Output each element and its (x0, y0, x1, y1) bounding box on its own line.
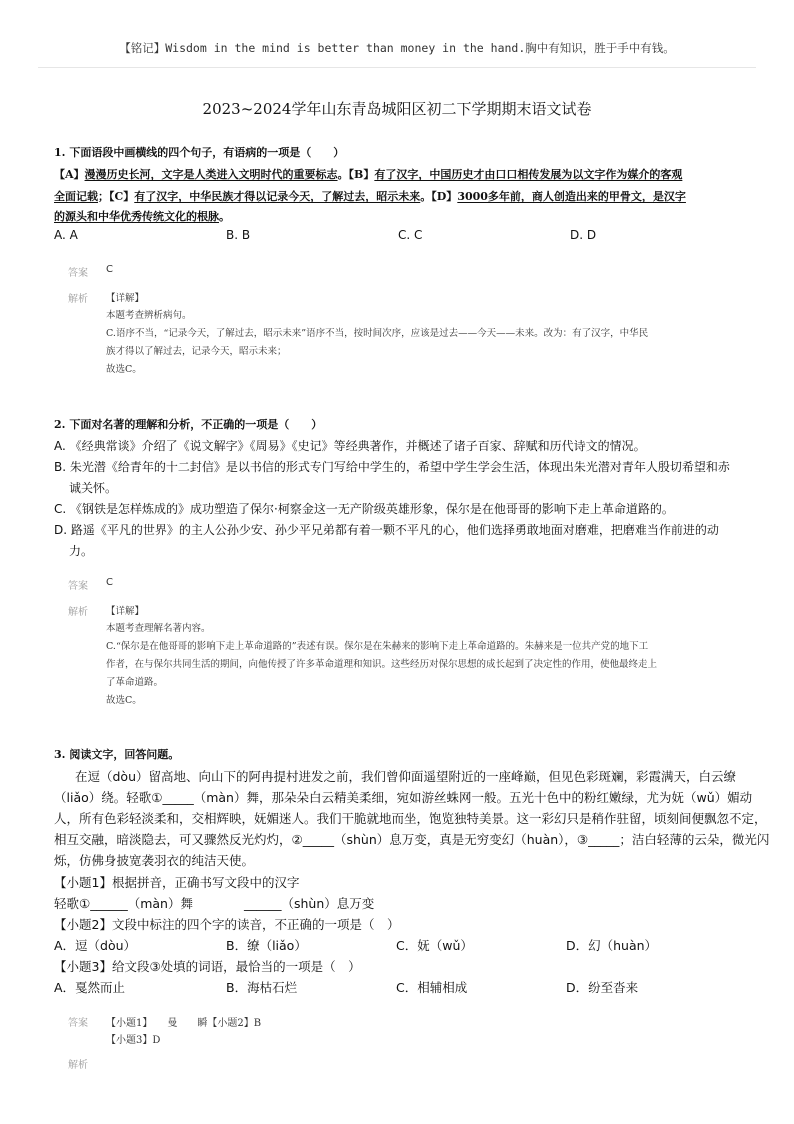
q1-explain-line: 【详解】 (106, 293, 145, 304)
q1-option-d[interactable]: D. D (570, 228, 597, 242)
q2-option-d[interactable]: D. 路遥《平凡的世界》的主人公孙少安、孙少平兄弟都有着一颗不平凡的心，他们选择勇敢地面对磨难，把磨难当作前进的动 (54, 523, 719, 537)
q3-sub1-blank-1[interactable]: 轻歌①______（màn）舞 (54, 896, 193, 911)
q3-sub2-option-a[interactable]: A．逗（dòu） (54, 938, 137, 953)
q3-passage-line: 烁，仿佛身披宽袭羽衣的纯洁天使。 (54, 853, 255, 868)
q2-option-c[interactable]: C. 《钢铁是怎样炼成的》成功塑造了保尔·柯察金这一无产阶级英雄形象，保尔是在他哥哥的影响下走上革命道路的。 (54, 502, 674, 516)
q2-answer-value: C (106, 577, 113, 588)
motto-banner: 【铭记】Wisdom in the mind is better than money in the hand.胸中有知识，胜于手中有钱。 (119, 41, 675, 55)
q3-answer-label: 答案 (68, 1018, 88, 1029)
q3-sub3-option-b[interactable]: B．海枯石烂 (226, 980, 298, 995)
q2-option-a[interactable]: A. 《经典常谈》介绍了《说文解字》《周易》《史记》等经典著作，并概述了诸子百家、辞赋和历代诗文的情况。 (54, 439, 646, 453)
q1-passage-line2 (54, 188, 686, 204)
q3-sub3-option-c[interactable]: C．相辅相成 (396, 980, 468, 995)
q1-passage-line3 (54, 208, 230, 224)
q2-analysis-label: 解析 (68, 607, 88, 618)
q1-d-text2: 的源头和中华优秀传统文化的根脉 (54, 210, 219, 223)
q2-explain-line: 作者，在与保尔共同生活的期间，向他传授了许多革命道理和知识。这些经历对保尔思想的成长起到了决定性的作用，使他最终走上 (106, 659, 658, 670)
q2-option-b-cont: 诚关怀。 (69, 481, 118, 495)
q1-sep: ； (98, 190, 109, 203)
q3-passage-line: 相互交融，暗淡隐去，可又骤然反光灼灼，②_____（shùn）息万变，真是无穷变幻（huàn），③_____；洁白轻薄的云朵，微光闪 (54, 832, 770, 847)
q3-answer-line: 【小题1】 曼 瞬【小题2】B (106, 1018, 262, 1029)
q1-explain-line: 本题考查辨析病句。 (106, 310, 192, 321)
q2-explain-line: 故选C。 (106, 695, 142, 706)
q3-passage-line: （liǎo）绕。轻歌①_____（màn）舞，那朵朵白云精美柔细，宛如游丝蛛网一般。五光十色中的粉红嫩绿，尤为妩（wǔ）媚动 (54, 790, 753, 805)
q3-sub2-stem: 【小题2】文段中标注的四个字的读音，不正确的一项是（ ） (54, 917, 400, 932)
q1-passage-line1 (54, 166, 682, 182)
q2-answer-label: 答案 (68, 581, 88, 592)
q2-explain-line: 了革命道路。 (106, 677, 164, 688)
q1-sep: 。 (219, 210, 230, 223)
q3-sub1-stem: 【小题1】根据拼音，正确书写文段中的汉字 (54, 875, 300, 890)
q1-sep: 。 (420, 190, 432, 203)
q1-analysis-label: 解析 (68, 294, 88, 305)
q3-sub2-option-b[interactable]: B．缭（liǎo） (226, 938, 307, 953)
q3-sub2-option-d[interactable]: D．幻（huàn） (566, 938, 658, 953)
q3-sub2-option-c[interactable]: C．妩（wǔ） (396, 938, 473, 953)
q1-explain-line: 故选C。 (106, 364, 142, 375)
q3-sub3-stem: 【小题3】给文段③处填的词语，最恰当的一项是（ ） (54, 959, 361, 974)
q1-option-b[interactable]: B. B (226, 228, 251, 242)
q3-passage-line: 人，所有色彩轻淡柔和，交相辉映，妩媚迷人。我们干脆就地而坐，饱览独特美景。这一彩幻只是稍作驻留，顷刻间便飘忽不定， (54, 811, 767, 826)
q1-answer-value: C (106, 264, 113, 275)
q1-explain-line: 族才得以了解过去，记录今天，昭示未来； (106, 346, 287, 357)
q1-stem: 1. 下面语段中画横线的四个句子，有语病的一项是（ ） (54, 146, 345, 159)
q3-analysis-label: 解析 (68, 1060, 88, 1071)
q1-b-text2: 全面记载 (54, 190, 98, 203)
q1-a-text: 漫漫历史长河，文字是人类进入文明时代的重要标志 (84, 168, 338, 181)
q1-d-tag: 【D】 (431, 190, 458, 203)
q1-explain-line: C.语序不当，“记录今天，了解过去，昭示未来”语序不当，按时间次序，应该是过去——今天——未来。改为：有了汉字，中华民 (106, 328, 649, 339)
q3-sub1-blank-2[interactable]: ______（shùn）息万变 (244, 896, 375, 911)
page-title: 2023~2024学年山东青岛城阳区初二下学期期末语文试卷 (202, 100, 592, 118)
q3-passage-line: 在逗（dòu）留高地、向山下的阿冉提村进发之前，我们曾仰面遥望附近的一座峰巅，但见色彩斑斓，彩霞满天，白云缭 (75, 769, 737, 784)
q2-stem: 2. 下面对名著的理解和分析，不正确的一项是（ ） (54, 418, 323, 431)
q1-option-c[interactable]: C. C (398, 228, 423, 242)
q3-sub3-option-d[interactable]: D．纷至沓来 (566, 980, 639, 995)
q2-option-d-cont: 力。 (69, 544, 94, 558)
q1-b-tag: 【B】 (348, 168, 375, 181)
q1-answer-label: 答案 (68, 268, 88, 279)
q1-c-text: 有了汉字，中华民族才得以记录今天，了解过去，昭示未来 (134, 190, 421, 203)
q2-explain-line: 【详解】 (106, 606, 145, 617)
q1-d-text: 3000多年前，商人创造出来的甲骨文，是汉字 (457, 190, 686, 203)
q1-option-a[interactable]: A. A (54, 228, 78, 242)
q1-a-tag: 【A】 (54, 168, 85, 181)
q2-explain-line: 本题考查理解名著内容。 (106, 623, 211, 634)
q2-option-b[interactable]: B. 朱光潜《给青年的十二封信》是以书信的形式专门写给中学生的，希望中学生学会生活，体现出朱光潜对青年人殷切希望和赤 (54, 460, 730, 474)
q1-sep: 。 (337, 168, 349, 181)
q3-stem: 3. 阅读文字，回答问题。 (54, 748, 180, 761)
header-divider (38, 67, 756, 68)
q1-c-tag: 【C】 (109, 190, 135, 203)
q1-b-text: 有了汉字，中国历史才由口口相传发展为以文字作为媒介的客观 (374, 168, 683, 181)
q2-explain-line: C.“保尔是在他哥哥的影响下走上革命道路的”表述有误。保尔是在朱赫来的影响下走上革命道路的。朱赫来是一位共产党的地下工 (106, 641, 649, 652)
q3-sub3-option-a[interactable]: A．戛然而止 (54, 980, 126, 995)
q3-answer-line: 【小题3】D (106, 1035, 161, 1046)
